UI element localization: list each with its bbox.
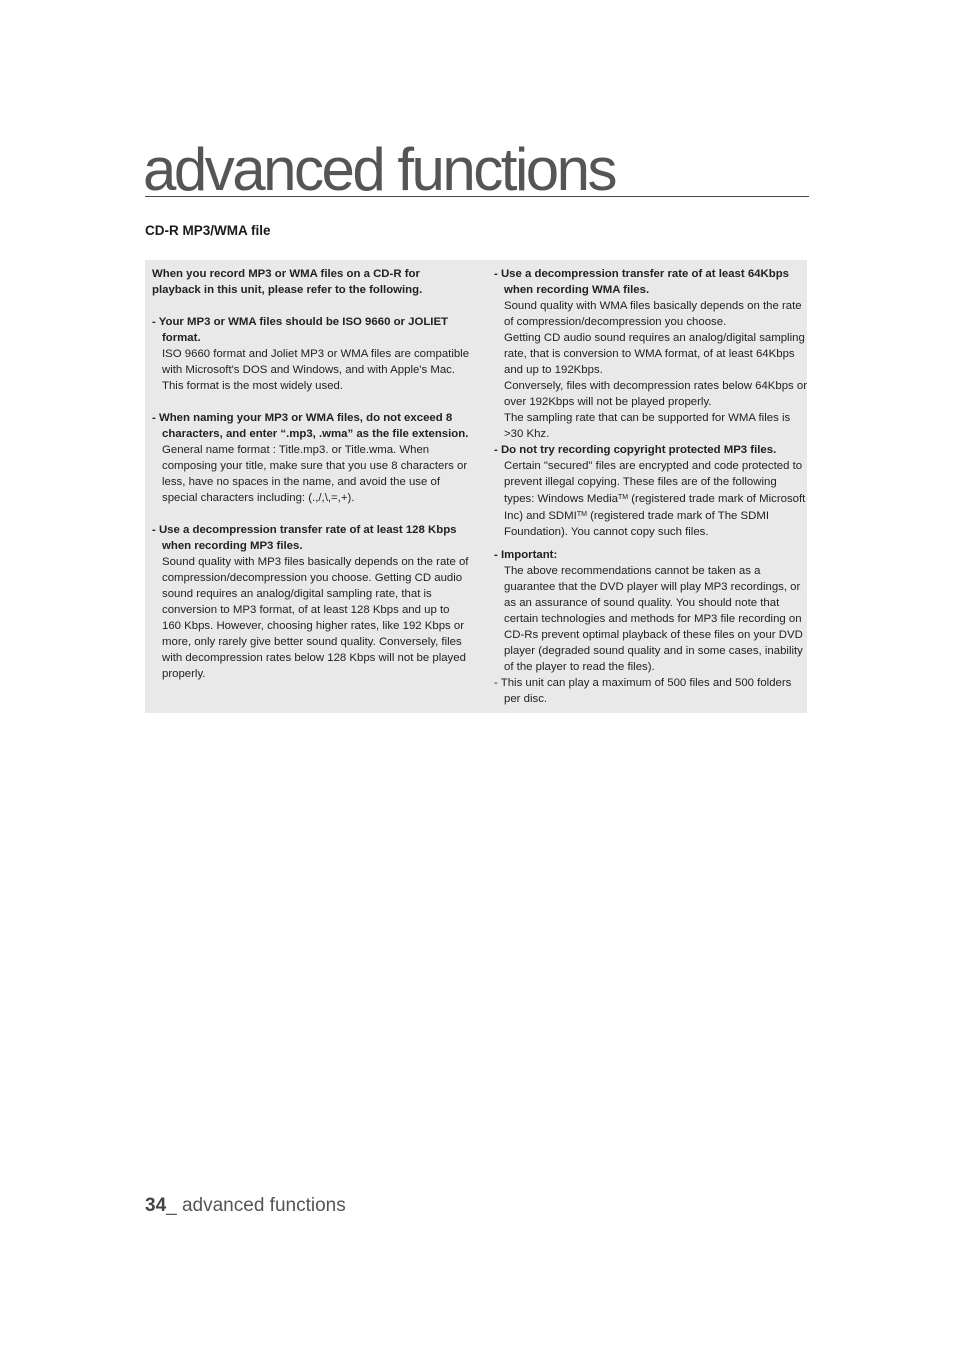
wma-rate-body-4: The sampling rate that can be supported for WMA files is >30 Khz. [504,412,791,440]
mp3-rate-heading: - Use a decompression transfer rate of at least 128 Kbps when recording MP3 files. [152,524,457,552]
file-naming-body: General name format : Title.mp3. or Title.wma. When composing your title, make sure that you use 8 characters or less, have no spaces in the name, and avoid the use of special characters including: (.,/,\,=,+). [162,444,468,504]
iso-format-body: ISO 9660 format and Joliet MP3 or WMA files are compatible with Microsoft's DOS and Windows, and with Apple's Mac. This format is the most widely used. [162,348,470,392]
wma-rate-body-1: Sound quality with WMA files basically depends on the rate of compression/decompression you choose. [504,300,802,328]
max-files-note: - This unit can play a maximum of 500 files and 500 folders per disc. [494,677,792,705]
important-heading: - Important: [494,549,558,561]
title-divider [145,196,809,197]
important-body: The above recommendations cannot be taken as a guarantee that the DVD player will play MP3 recordings, or as an assurance of sound quality. You should note that certain technologies and methods for MP3 file recording on CD-Rs prevent optimal playback of these files on your DVD player (degraded sound quality and in some cases, inability of the player to read the files). [504,565,803,673]
wma-rate-body-3: Conversely, files with decompression rates below 64Kbps or over 192Kbps will not be played properly. [504,380,808,408]
iso-format-heading: - Your MP3 or WMA files should be ISO 9660 or JOLIET format. [152,316,448,344]
left-column [152,266,470,682]
chapter-title: advanced functions [143,136,616,203]
footer-label: _ advanced functions [166,1195,346,1216]
copyright-heading: - Do not try recording copyright protected MP3 files. [494,444,777,456]
wma-rate-body-2: Getting CD audio sound requires an analog/digital sampling rate, that is conversion to WMA format, of at least 64Kbps and up to 192Kbps. [504,332,805,376]
intro-text: When you record MP3 or WMA files on a CD-R for playback in this unit, please refer to the following. [152,268,423,296]
right-column [494,266,810,707]
page-number: 34 [145,1195,167,1216]
trademark-mark: TM [576,511,587,518]
info-box [145,260,807,713]
trademark-mark: TM [617,494,629,501]
wma-rate-heading: - Use a decompression transfer rate of at least 64Kbps when recording WMA files. [494,268,789,296]
page-footer [145,1195,346,1217]
copyright-body: Certain "secured" files are encrypted and code protected to prevent illegal copying. These files are of the following types: Windows Media™ (registered trade mark of Microsoft Inc) and SDMI™ (registered trade mark of The SDMI Foundation). You cannot copy such files. [504,460,806,538]
section-heading: CD-R MP3/WMA file [145,223,271,238]
file-naming-heading: - When naming your MP3 or WMA files, do not exceed 8 characters, and enter “.mp3, .wma” as the file extension. [152,412,469,440]
mp3-rate-body: Sound quality with MP3 files basically depends on the rate of compression/decompression you choose. Getting CD audio sound requires an analog/digital sampling rate, that is conversion to MP3 format, of at least 128 Kbps and up to 160 Kbps. However, choosing higher rates, like 192 Kbps or more, only rarely give better sound quality. Conversely, files with decompression rates below 128 Kbps will not be played properly. [162,556,469,680]
